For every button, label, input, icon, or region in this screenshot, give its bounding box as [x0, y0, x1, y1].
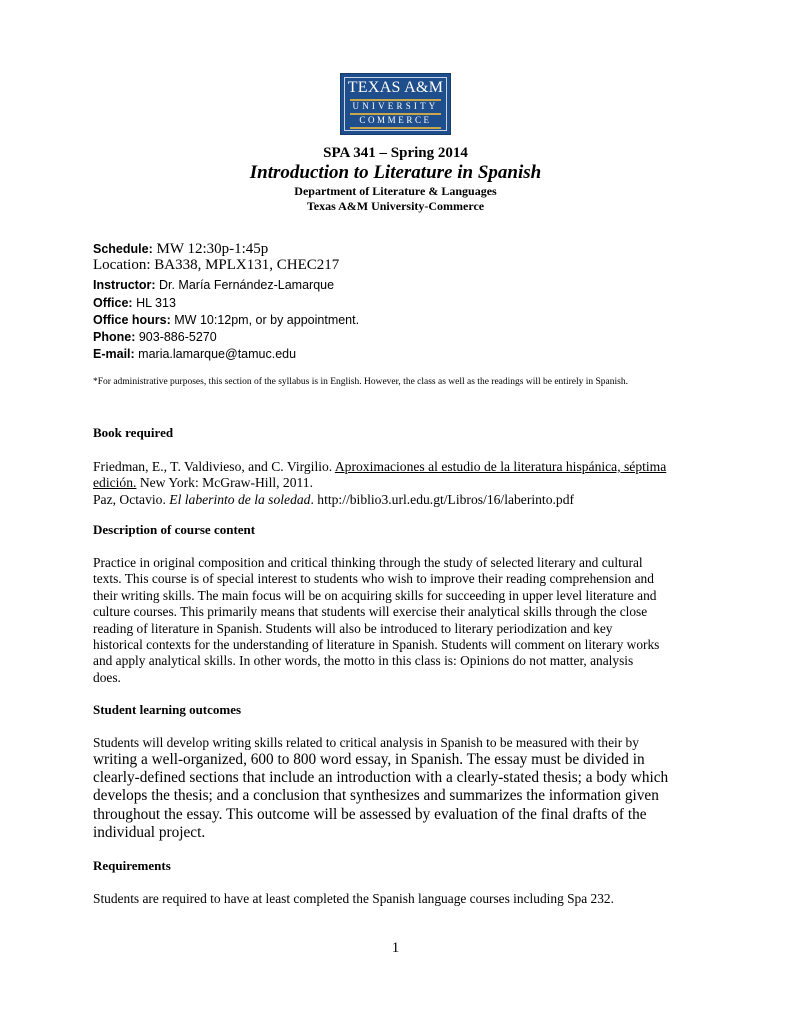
email-label: E-mail: — [93, 347, 135, 361]
email-row — [93, 345, 296, 363]
admin-note: *For administrative purposes, this section of the syllabus is in English. However, the class as well as the readings will be entirely in Spanish. — [93, 377, 628, 387]
university-logo — [340, 73, 451, 135]
reference-1-line-1 — [93, 459, 703, 475]
reference-1-title-cont: edición. — [93, 475, 137, 491]
instructor-value: Dr. María Fernández-Lamarque — [155, 278, 335, 292]
outcomes-line: clearly-defined sections that include an introduction with a clearly-stated thesis; a body which — [93, 769, 669, 787]
location-row: Location: BA338, MPLX131, CHEC217 — [93, 257, 340, 273]
book-required-heading: Book required — [93, 425, 174, 440]
schedule-value: MW 12:30p-1:45p — [152, 241, 269, 257]
email-value: maria.lamarque@tamuc.edu — [134, 347, 297, 361]
logo-text-commerce: COMMERCE — [359, 115, 432, 125]
description-line: historical contexts for the understanding of literature in Spanish. Students will comment on literary works — [93, 637, 660, 653]
logo-rule — [350, 127, 441, 129]
outcomes-line: writing a well-organized, 600 to 800 word essay, in Spanish. The essay must be divided in — [93, 751, 645, 768]
outcomes-line: throughout the essay. This outcome will be assessed by evaluation of the final drafts of the — [93, 805, 647, 823]
phone-row — [93, 328, 217, 346]
office-hours-value: MW 10:12pm, or by appointment. — [170, 313, 360, 327]
reference-1-title: Aproximaciones al estudio de la literatura hispánica, séptima — [334, 459, 667, 474]
outcomes-line: Students will develop writing skills related to critical analysis in Spanish to be measured with their by — [93, 735, 639, 750]
instructor-row — [93, 276, 334, 294]
outcomes-heading: Student learning outcomes — [93, 702, 242, 717]
university-name: Texas A&M University-Commerce — [306, 199, 485, 213]
office-value: HL 313 — [132, 296, 176, 310]
reference-2-title: El laberinto de la soledad — [169, 491, 311, 507]
office-row — [93, 294, 176, 312]
instructor-label: Instructor: — [93, 278, 156, 292]
description-line: Practice in original composition and critical thinking through the study of selected literary and cultural — [93, 555, 643, 570]
description-line: texts. This course is of special interest to students who wish to improve their reading comprehension and — [93, 571, 654, 587]
logo-text-texas-am: TEXAS A&M — [347, 79, 444, 96]
office-hours-label: Office hours: — [93, 313, 171, 327]
description-line: their writing skills. The main focus will be on acquiring skills for succeeding in upper level literature and — [93, 587, 657, 603]
outcomes-line: individual project. — [93, 823, 206, 841]
phone-label: Phone: — [93, 330, 136, 344]
description-line: and apply analytical skills. In other words, the motto in this class is: Opinions do not matter, analysis — [93, 653, 634, 669]
reference-1-authors: Friedman, E., T. Valdivieso, and C. Virgilio. — [93, 459, 335, 474]
course-title: Introduction to Literature in Spanish — [249, 162, 542, 183]
logo-text-university: UNIVERSITY — [352, 101, 439, 111]
reference-2-author: Paz, Octavio. — [93, 491, 170, 507]
office-label: Office: — [93, 296, 133, 310]
reference-1-line-2 — [93, 475, 703, 491]
schedule-label: Schedule: — [93, 242, 153, 256]
description-line: reading of literature in Spanish. Students will also be introduced to literary periodization and key — [93, 620, 613, 636]
reference-2 — [93, 492, 703, 508]
requirements-heading: Requirements — [93, 858, 171, 873]
page-number: 1 — [391, 940, 400, 956]
book-references — [93, 459, 703, 508]
schedule-row — [93, 240, 268, 258]
requirements-line: Students are required to have at least completed the Spanish language courses including Spa 232. — [93, 891, 614, 906]
requirements-text — [93, 891, 703, 907]
office-hours-row — [93, 311, 359, 329]
description-line: culture courses. This primarily means that students will exercise their analytical skills through the close — [93, 604, 648, 620]
reference-2-url: . http://biblio3.url.edu.gt/Libros/16/laberinto.pdf — [310, 491, 575, 507]
description-line: does. — [93, 669, 121, 685]
reference-1-publisher: New York: McGraw-Hill, 2011. — [136, 475, 314, 491]
course-code: SPA 341 – Spring 2014 — [323, 145, 468, 161]
outcomes-paragraph — [93, 751, 703, 842]
outcomes-first-line — [93, 735, 703, 751]
phone-value: 903-886-5270 — [135, 330, 217, 344]
description-heading: Description of course content — [93, 522, 256, 537]
outcomes-line: develops the thesis; and a conclusion that synthesizes and summarizes the information given — [93, 787, 659, 805]
description-paragraph — [93, 555, 703, 686]
department: Department of Literature & Languages — [294, 184, 497, 198]
